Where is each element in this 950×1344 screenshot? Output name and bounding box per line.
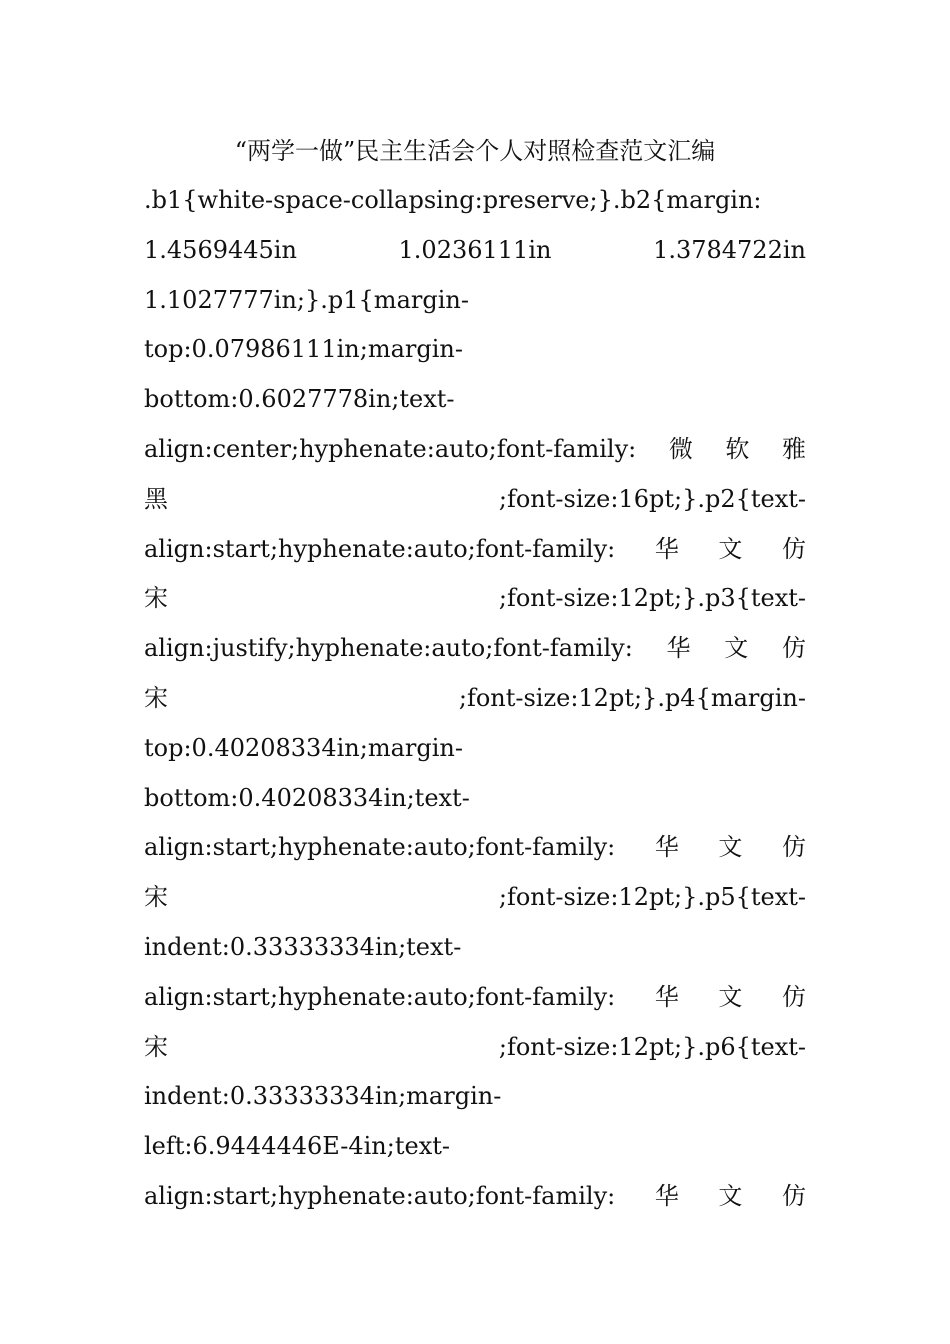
body-line-segment: align:start;hyphenate:auto;font-family: — [144, 833, 616, 862]
body-line — [144, 778, 806, 818]
body-line-segment: indent:0.33333334in;text- — [144, 933, 462, 961]
body-line-segment: 仿 — [782, 982, 806, 1011]
body-line-segment: 文 — [718, 1182, 743, 1210]
body-line-segment: top:0.40208334in;margin- — [144, 733, 463, 762]
body-line-segment: 华 — [666, 634, 691, 663]
body-line — [144, 728, 806, 768]
body-line — [144, 379, 806, 419]
body-line-segment: ;font-size:12pt;}.p3{text- — [498, 584, 806, 613]
body-line-segment: 华 — [654, 982, 679, 1011]
body-line — [144, 628, 806, 668]
body-line-segment: 1.4569445in — [144, 235, 297, 264]
body-line-segment: 华 — [654, 534, 679, 563]
body-line-segment: 宋 — [144, 883, 168, 912]
body-line-segment: 文 — [718, 833, 743, 862]
body-line — [144, 877, 806, 917]
body-line-segment: 1.0236111in — [398, 235, 552, 264]
body-line-segment: 华 — [654, 833, 679, 862]
body-line-segment: align:justify;hyphenate:auto;font-family: — [144, 634, 633, 663]
body-line — [144, 1027, 806, 1067]
body-line-segment: ;font-size:12pt;}.p4{margin- — [458, 684, 806, 712]
body-line — [144, 1126, 806, 1166]
body-line-segment: 文 — [718, 982, 743, 1011]
body-line-segment: 仿 — [782, 1182, 806, 1210]
body-line — [144, 280, 806, 320]
body-line-segment: 仿 — [781, 634, 806, 663]
body-line-segment: ;font-size:16pt;}.p2{text- — [498, 484, 806, 513]
body-line — [144, 1076, 806, 1116]
body-line-segment: 文 — [718, 534, 743, 563]
body-line-segment: 1.1027777in;}.p1{margin- — [144, 285, 469, 314]
body-line-segment: 微 — [668, 435, 693, 463]
body-line-segment: 仿 — [782, 534, 806, 563]
body-line — [144, 1176, 806, 1216]
body-line-segment: align:center;hyphenate:auto;font-family: — [144, 435, 637, 463]
body-line — [144, 578, 806, 618]
body-line — [144, 479, 806, 519]
body-line-segment: .b1{white-space-collapsing:preserve;}.b2{margin: — [144, 186, 762, 214]
body-line — [144, 180, 806, 220]
body-line-segment: align:start;hyphenate:auto;font-family: — [144, 1182, 616, 1210]
body-line-segment: 仿 — [782, 833, 806, 862]
body-line-segment: 宋 — [144, 684, 168, 712]
body-line — [144, 529, 806, 569]
body-line-segment: ;font-size:12pt;}.p6{text- — [498, 1032, 806, 1061]
body-line-segment: bottom:0.6027778in;text- — [144, 385, 455, 414]
body-line-segment: 软 — [725, 435, 750, 463]
body-line-segment: align:start;hyphenate:auto;font-family: — [144, 982, 616, 1011]
body-line — [144, 429, 806, 469]
body-line-segment: 文 — [724, 634, 749, 663]
body-line-segment: 宋 — [144, 1032, 168, 1061]
body-line-segment: bottom:0.40208334in;text- — [144, 783, 470, 812]
body-line — [144, 329, 806, 369]
body-line-segment: align:start;hyphenate:auto;font-family: — [144, 534, 616, 563]
body-line-segment: left:6.9444446E-4in;text- — [144, 1132, 450, 1161]
body-line — [144, 678, 806, 718]
body-line-segment: indent:0.33333334in;margin- — [144, 1082, 502, 1111]
document-title: “两学一做”民主生活会个人对照检查范文汇编 — [234, 137, 716, 165]
body-line-segment: 华 — [654, 1182, 679, 1210]
body-line-segment: 黑 — [144, 484, 168, 513]
body-line — [144, 977, 806, 1017]
body-line-segment: ;font-size:12pt;}.p5{text- — [498, 883, 806, 912]
body-line-segment: 雅 — [781, 435, 806, 463]
body-line — [144, 827, 806, 867]
body-line-segment: 宋 — [144, 584, 168, 613]
body-line-segment: 1.3784722in — [653, 235, 806, 264]
body-line — [144, 230, 806, 270]
body-line-segment: top:0.07986111in;margin- — [144, 335, 463, 364]
body-line — [144, 927, 806, 967]
